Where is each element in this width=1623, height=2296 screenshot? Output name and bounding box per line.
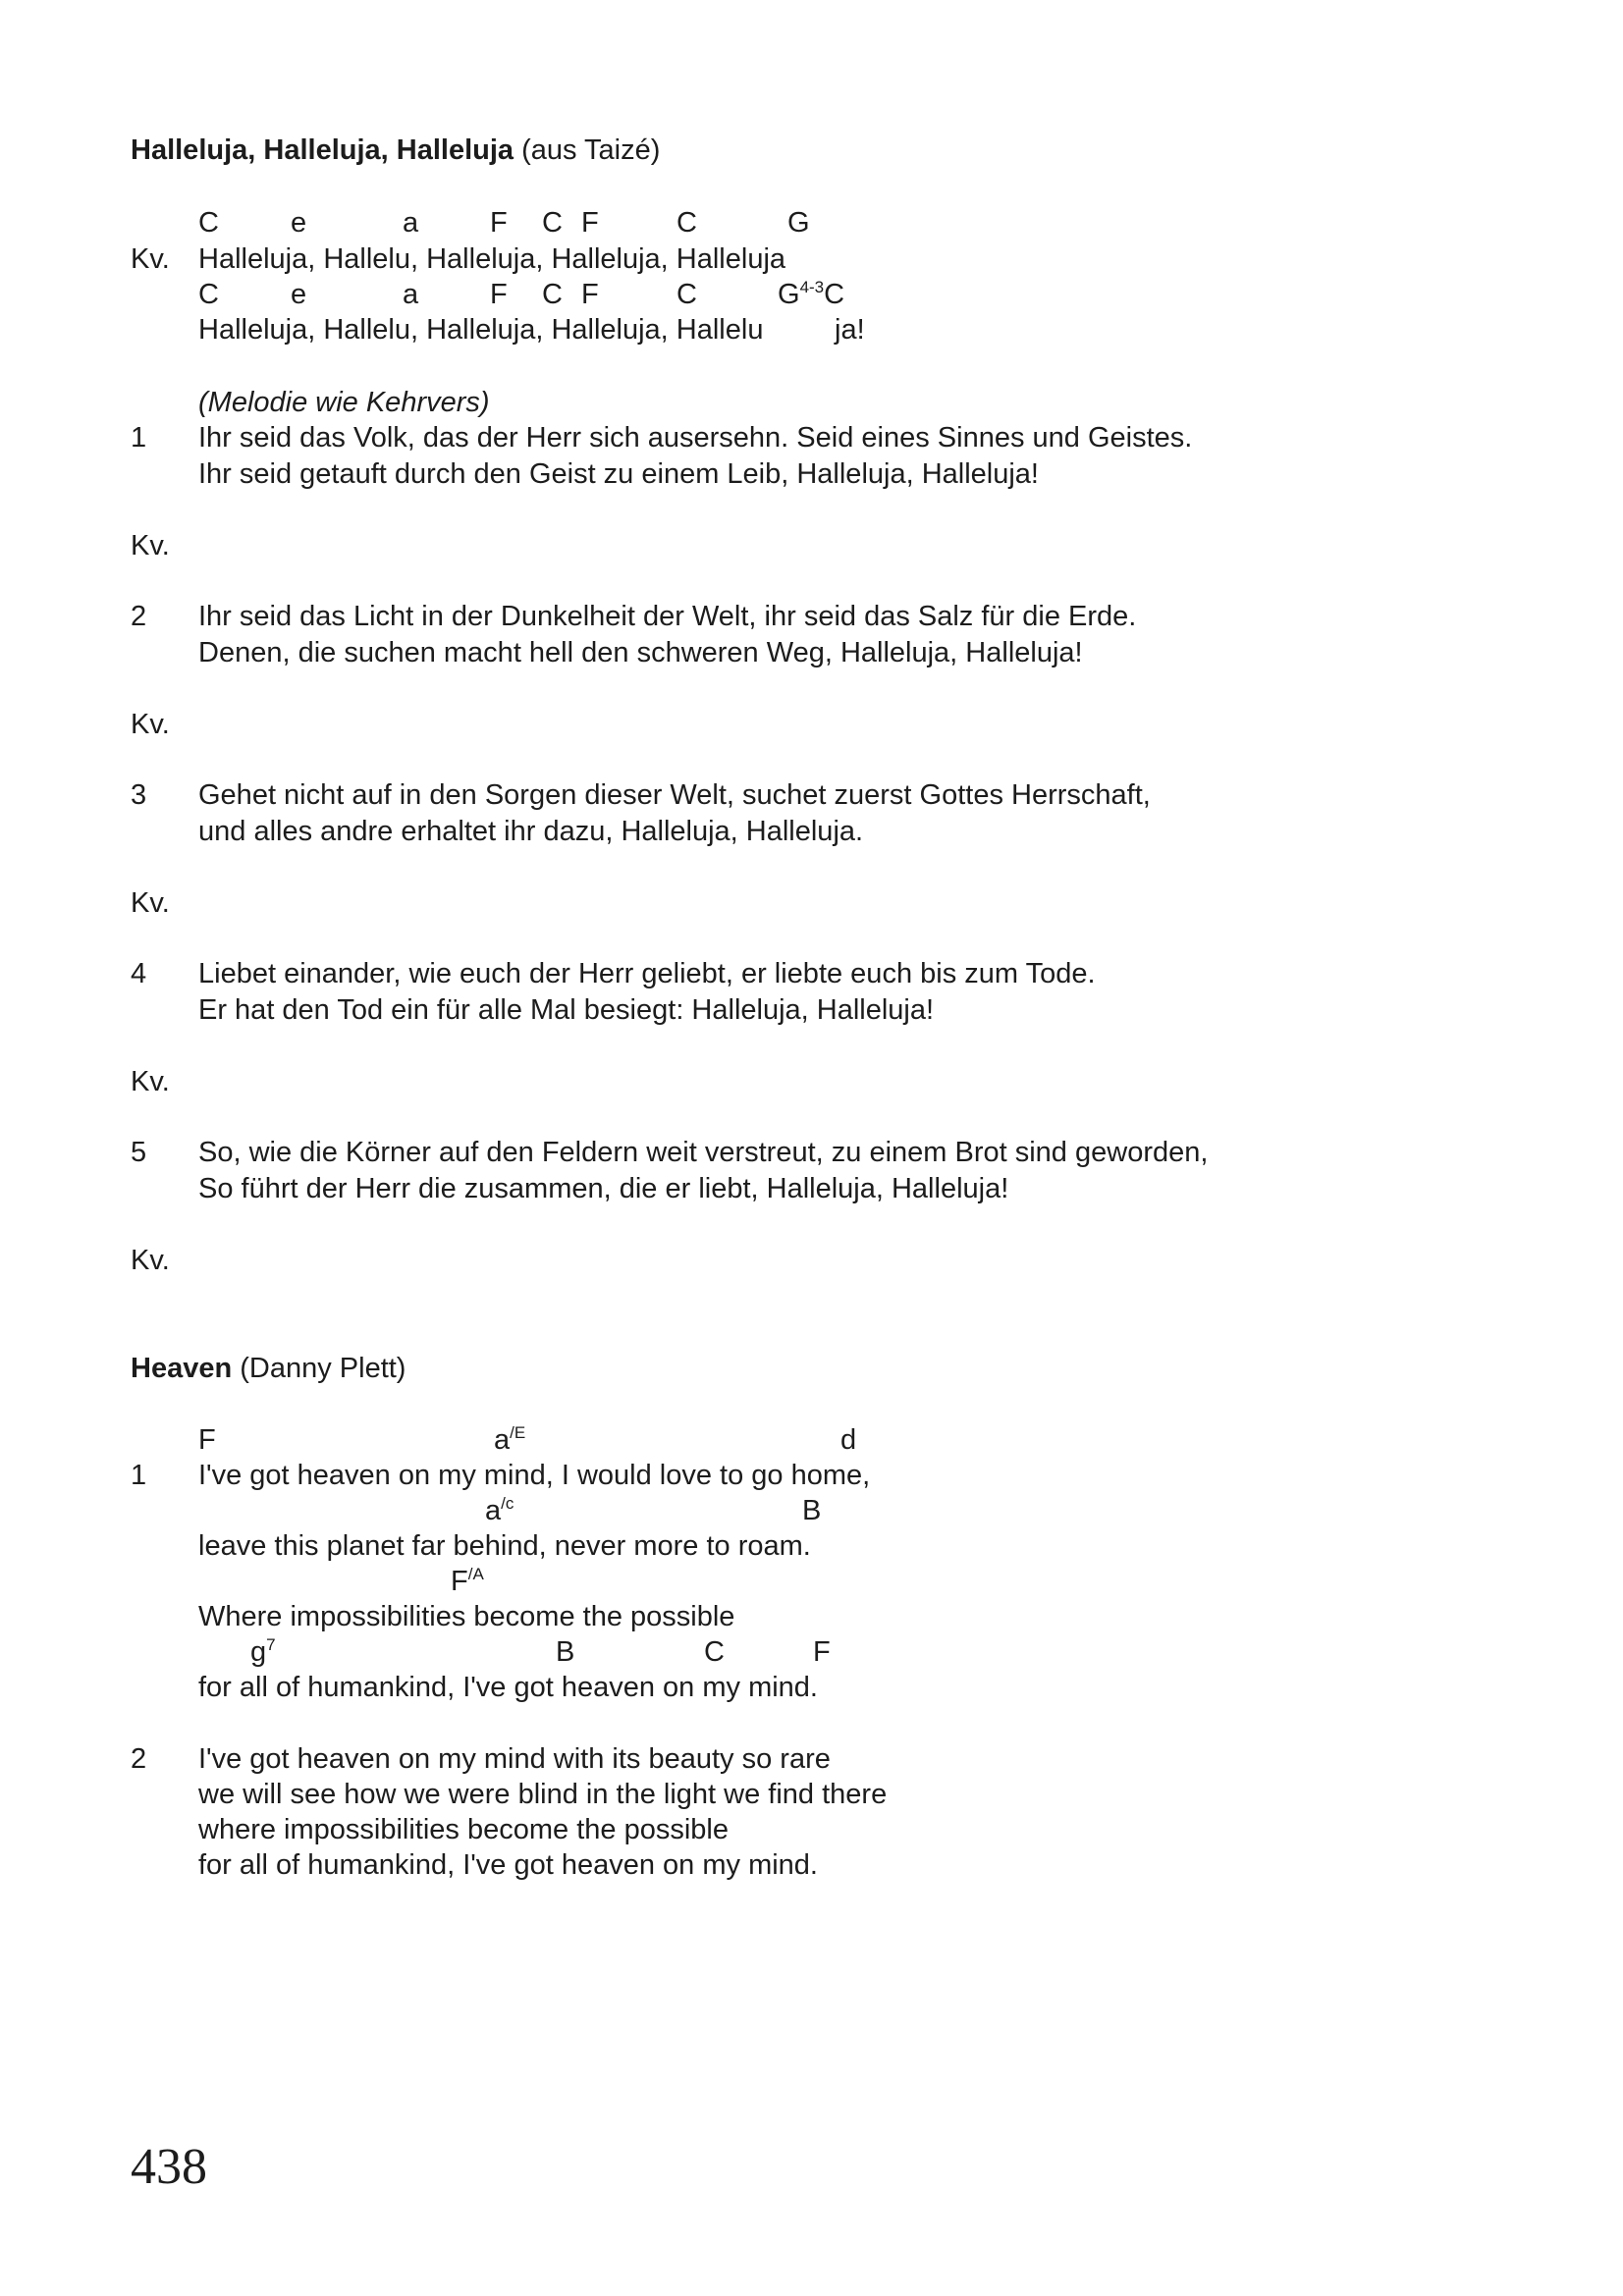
chord: B bbox=[556, 1636, 575, 1668]
chord: e bbox=[291, 207, 307, 239]
verse-number: 3 bbox=[131, 779, 147, 811]
refrain-lyric-2a: Halleluja, Hallelu, Halleluja, Halleluja, Hallelu bbox=[198, 314, 764, 346]
verse-line: for all of humankind, I've got heaven on my mind. bbox=[198, 1849, 818, 1881]
verse-line: So führt der Herr die zusammen, die er liebt, Halleluja, Halleluja! bbox=[198, 1173, 1009, 1204]
page-number: 438 bbox=[131, 2139, 207, 2195]
chord: F bbox=[198, 1424, 216, 1456]
chord: C bbox=[676, 279, 697, 310]
kv-repeat: Kv. bbox=[131, 709, 170, 740]
verse-line: I've got heaven on my mind with its beauty so rare bbox=[198, 1743, 831, 1775]
chord: $F^{/A}$ bbox=[451, 1565, 484, 1597]
kv-repeat: Kv. bbox=[131, 1066, 170, 1097]
song2-source: (Danny Plett) bbox=[240, 1353, 406, 1384]
verse-number: 4 bbox=[131, 958, 147, 989]
chord: e bbox=[291, 279, 307, 310]
kv-repeat: Kv. bbox=[131, 1245, 170, 1276]
chord: F bbox=[490, 279, 508, 310]
refrain-lyric-1: Halleluja, Hallelu, Halleluja, Halleluja, Halleluja bbox=[198, 243, 786, 275]
song1-source: (aus Taizé) bbox=[521, 134, 661, 166]
chord: $a^{/c}$ bbox=[485, 1494, 514, 1526]
chord: a bbox=[403, 279, 419, 310]
chord: F bbox=[581, 279, 599, 310]
verse-line: Ihr seid das Licht in der Dunkelheit der Welt, ihr seid das Salz für die Erde. bbox=[198, 601, 1137, 632]
chord: C bbox=[198, 279, 219, 310]
verse-line: leave this planet far behind, never more to roam. bbox=[198, 1530, 811, 1562]
verse-number: 5 bbox=[131, 1137, 147, 1168]
verse-number: 2 bbox=[131, 601, 147, 632]
chord: a bbox=[403, 207, 419, 239]
verse-line: Denen, die suchen macht hell den schweren Weg, Halleluja, Halleluja! bbox=[198, 637, 1083, 668]
refrain-label: Kv. bbox=[131, 243, 170, 275]
verse-line: Ihr seid das Volk, das der Herr sich ausersehn. Seid eines Sinnes und Geistes. bbox=[198, 422, 1193, 454]
verse-line: Ihr seid getauft durch den Geist zu einem Leib, Halleluja, Halleluja! bbox=[198, 458, 1039, 490]
refrain-lyric-2b: ja! bbox=[835, 314, 865, 346]
chord: G bbox=[787, 207, 810, 239]
chord: C bbox=[198, 207, 219, 239]
chord: $g^7$ bbox=[250, 1635, 276, 1668]
song2-title: Heaven bbox=[131, 1353, 233, 1384]
chord: C bbox=[676, 207, 697, 239]
song1-heading bbox=[131, 136, 660, 165]
verse-line: where impossibilities become the possible bbox=[198, 1814, 729, 1845]
chord: B bbox=[802, 1495, 822, 1526]
verse-line: Liebet einander, wie euch der Herr geliebt, er liebte euch bis zum Tode. bbox=[198, 958, 1096, 989]
melody-note: (Melodie wie Kehrvers) bbox=[198, 387, 490, 418]
chord: F bbox=[490, 207, 508, 239]
song2-heading bbox=[131, 1355, 406, 1383]
kv-repeat: Kv. bbox=[131, 887, 170, 919]
verse-line: Where impossibilities become the possible bbox=[198, 1601, 735, 1632]
chord: C bbox=[542, 207, 563, 239]
chord: F bbox=[581, 207, 599, 239]
verse-line: Gehet nicht auf in den Sorgen dieser Welt, suchet zuerst Gottes Herrschaft, bbox=[198, 779, 1151, 811]
verse-number: 1 bbox=[131, 422, 147, 454]
verse-line: for all of humankind, I've got heaven on my mind. bbox=[198, 1672, 818, 1703]
verse-number: 1 bbox=[131, 1460, 147, 1491]
chord: d bbox=[840, 1424, 857, 1456]
chord: C bbox=[542, 279, 563, 310]
verse-line: I've got heaven on my mind, I would love to go home, bbox=[198, 1460, 871, 1491]
chord: $G^{4-3}C$ bbox=[778, 278, 845, 310]
chord: C bbox=[704, 1636, 725, 1668]
verse-line: So, wie die Körner auf den Feldern weit verstreut, zu einem Brot sind geworden, bbox=[198, 1137, 1209, 1168]
verse-line: und alles andre erhaltet ihr dazu, Halleluja, Halleluja. bbox=[198, 816, 864, 847]
verse-line: Er hat den Tod ein für alle Mal besiegt: Halleluja, Halleluja! bbox=[198, 994, 935, 1026]
song1-title: Halleluja, Halleluja, Halleluja bbox=[131, 134, 514, 166]
chord: F bbox=[813, 1636, 831, 1668]
verse-line: we will see how we were blind in the light we find there bbox=[198, 1779, 888, 1810]
chord: $a^{/E}$ bbox=[494, 1423, 526, 1456]
kv-repeat: Kv. bbox=[131, 530, 170, 561]
verse-number: 2 bbox=[131, 1743, 147, 1775]
